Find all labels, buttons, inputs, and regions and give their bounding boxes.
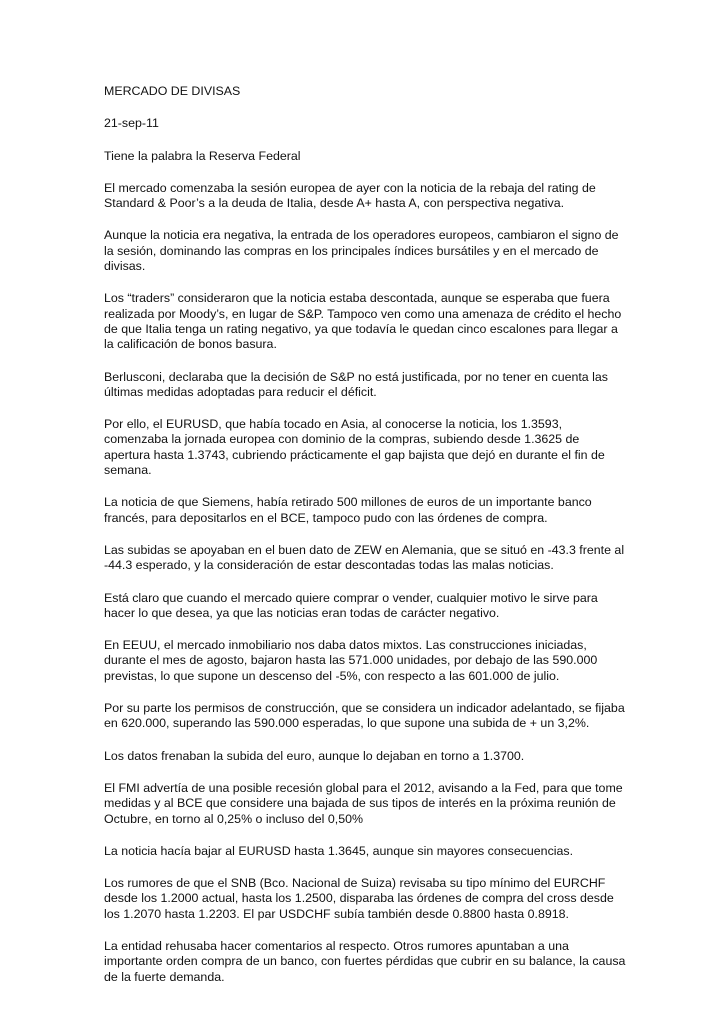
- paragraph: La noticia hacía bajar al EURUSD hasta 1.3645, aunque sin mayores consecuencias.: [104, 843, 574, 858]
- paragraph: Las subidas se apoyaban en el buen dato de ZEW en Alemania, que se situó en -43.3 frente al -44.3 esperado, y la consideración de estar descontadas todas las malas noticias.: [104, 542, 625, 573]
- paragraph: Aunque la noticia era negativa, la entrada de los operadores europeos, cambiaron el signo de la sesión, dominando las compras en los principales índices bursátiles y en el mercado de divisas.: [104, 228, 619, 274]
- document-page: [104, 84, 626, 1002]
- paragraph: La entidad rehusaba hacer comentarios al respecto. Otros rumores apuntaban a una importante orden compra de un banco, con fuertes pérdidas que cubrir en su balance, la causa de la fuerte demanda.: [104, 938, 626, 984]
- document-date: 21-sep-11: [104, 116, 159, 131]
- paragraph: Berlusconi, declaraba que la decisión de S&P no está justificada, por no tener en cuenta las últimas medidas adoptadas para reducir el déficit.: [104, 369, 608, 399]
- paragraph: Por ello, el EURUSD, que había tocado en Asia, al conocerse la noticia, los 1.3593, comenzaba la jornada europea con dominio de la compras, subiendo desde 1.3625 de apertura hasta 1.3743, cubriendo prácticamente el gap bajista que dejó en durante el fin de semana.: [104, 417, 605, 478]
- paragraph: Por su parte los permisos de construcción, que se considera un indicador adelantado, se fijaba en 620.000, superando las 590.000 esperadas, lo que supone una subida de + un 3,2%.: [104, 701, 625, 731]
- paragraph: Está claro que cuando el mercado quiere comprar o vender, cualquier motivo le sirve para hacer lo que desea, ya que las noticias eran todas de carácter negativo.: [104, 590, 598, 620]
- article-headline: Tiene la palabra la Reserva Federal: [104, 148, 301, 163]
- paragraph: Los “traders” consideraron que la noticia estaba descontada, aunque se esperaba que fuera realizada por Moody’s, en lugar de S&P. Tampoco ven como una amenaza de crédito el hecho de que Italia tenga un rating negativo, ya que todavía le quedan cinco escalones para llegar a la calificación de bonos basura.: [104, 291, 622, 352]
- paragraph: Los datos frenaban la subida del euro, aunque lo dejaban en torno a 1.3700.: [104, 748, 525, 763]
- paragraph: Los rumores de que el SNB (Bco. Nacional de Suiza) revisaba su tipo mínimo del EURCHF desde los 1.2000 actual, hasta los 1.2500, disparaba las órdenes de compra del cross desde los 1.2070 hasta 1.2203. El par USDCHF subía también desde 0.8800 hasta 0.8918.: [104, 876, 614, 921]
- paragraph: El mercado comenzaba la sesión europea de ayer con la noticia de la rebaja del rating de Standard & Poor’s a la deuda de Italia, desde A+ hasta A, con perspectiva negativa.: [104, 180, 596, 211]
- paragraph: En EEUU, el mercado inmobiliario nos daba datos mixtos. Las construcciones iniciadas, durante el mes de agosto, bajaron hasta las 571.000 unidades, por debajo de las 590.000 previstas, lo que supone un descenso del -5%, con respecto a las 601.000 de julio.: [104, 638, 598, 683]
- document-title: MERCADO DE DIVISAS: [104, 84, 241, 98]
- paragraph: La noticia de que Siemens, había retirado 500 millones de euros de un importante banco francés, para depositarlos en el BCE, tampoco pudo con las órdenes de compra.: [104, 495, 592, 525]
- paragraph: El FMI advertía de una posible recesión global para el 2012, avisando a la Fed, para que tome medidas y al BCE que considere una bajada de sus tipos de interés en la próxima reunión de Octubre, en torno al 0,25% o incluso del 0,50%: [104, 780, 623, 826]
